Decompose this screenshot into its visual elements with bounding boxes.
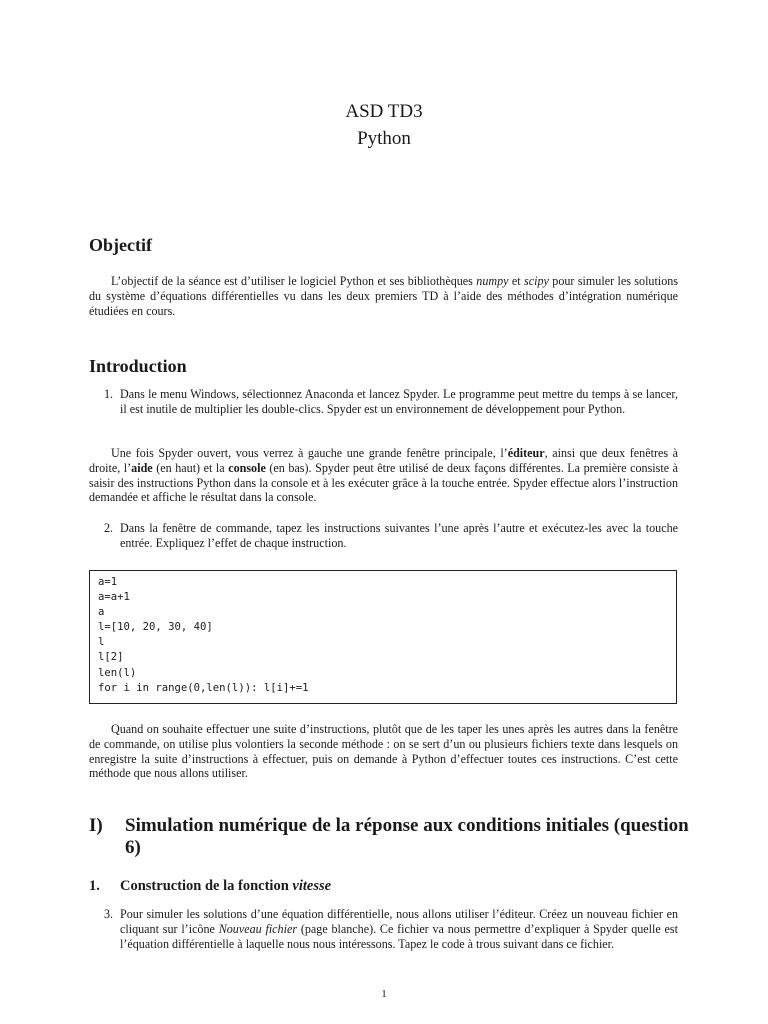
code-block: [89, 570, 677, 704]
page-number: 1: [381, 988, 387, 1000]
list-item-text: Dans le menu Windows, sélectionnez Anaconda et lancez Spyder. Le programme peut mettre du temps à se lancer, il est inutile de multiplier les double-clics. Spyder est un environnement de développement pour Python.: [120, 387, 678, 416]
list-item-1: [104, 387, 678, 417]
list-item-number: 1.: [104, 387, 114, 401]
method-paragraph: Quand on souhaite effectuer une suite d’instructions, plutôt que de les taper les unes après les autres dans la fenêtre de commande, on utilise plus volontiers la seconde méthode : on se sert d’un ou plusieurs fichiers texte dans lesquels on enregistre la suite d’instructions à effectuer, puis on demande à Python d’effectuer toutes ces instructions. C’est cette méthode que nous allons utiliser.: [89, 722, 678, 781]
document-title: ASD TD3: [345, 101, 423, 122]
section-heading: [89, 815, 689, 859]
list-item-3: [104, 907, 678, 951]
heading-objectif: Objectif: [89, 235, 152, 255]
section-number: I): [89, 815, 103, 836]
subsection-heading: [89, 878, 331, 895]
objectif-paragraph: L’objectif de la séance est d’utiliser le logiciel Python et ses bibliothèques numpy et scipy pour simuler les solutions du système d’équations différentielles vu dans les deux premiers TD à l’aide des méthodes d’intégration numérique étudiées en cours.: [89, 274, 678, 318]
subsection-title: Construction de la fonction: [120, 878, 293, 894]
spyder-paragraph: Une fois Spyder ouvert, vous verrez à gauche une grande fenêtre principale, l’éditeur, ainsi que deux fenêtres à droite, l’aide (en haut) et la console (en bas). Spyder peut être utilisé de deux façons différentes. La première consiste à saisir des instructions Python dans la console et à les exécuter grâce à la touche entrée. Spyder effectue alors l’instruction demandée et affiche le résultat dans la console.: [89, 446, 678, 505]
list-item-number: 2.: [104, 521, 114, 535]
code-text: a=1 a=a+1 a l=[10, 20, 30, 40] l l[2] len(l) for i in range(0,len(l)): l[i]+=1: [98, 576, 309, 694]
heading-introduction: Introduction: [89, 356, 187, 376]
list-item-2: [104, 521, 678, 551]
section-title: Simulation numérique de la réponse aux conditions initiales (question 6): [125, 815, 689, 858]
document-subtitle: Python: [357, 128, 411, 149]
list-item-text: Dans la fenêtre de commande, tapez les instructions suivantes l’une après l’autre et exécutez-les avec la touche entrée. Expliquez l’effet de chaque instruction.: [120, 521, 678, 550]
list-item-text: Pour simuler les solutions d’une équation différentielle, nous allons utiliser l’éditeur. Créez un nouveau fichier en cliquant sur l’icône Nouveau fichier (page blanche). Ce fichier va nous permettre d’expliquer à Spyder quelle est l’équation différentielle à laquelle nous nous intéressons. Tapez le code à trous suivant dans ce fichier.: [120, 907, 678, 951]
subsection-number: 1.: [89, 878, 100, 894]
list-item-number: 3.: [104, 907, 114, 921]
subsection-title-emphasis: vitesse: [292, 878, 332, 894]
